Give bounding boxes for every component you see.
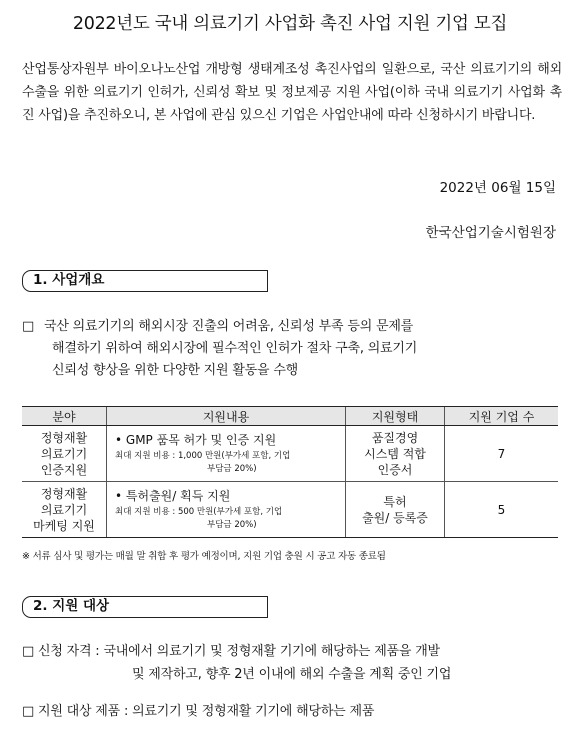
eligibility-line-1: 국내에서 의료기기 및 정형재활 기기에 해당하는 제품을 개발 xyxy=(103,644,440,659)
table-row xyxy=(22,426,558,482)
issuing-organization: 한국산업기술시험원장 xyxy=(425,225,556,241)
eligibility-label: □ 신청 자격 : xyxy=(22,644,100,659)
row-content: • 특허출원/ 획득 지원 최대 지원 비용 : 500 만원(부가세 포함, 기업 부담금 20%) xyxy=(107,482,346,538)
section-heading-eligibility: 2. 지원 대상 xyxy=(22,596,268,618)
row-type: 특허 출원/ 등록증 xyxy=(346,482,445,538)
row-field: 정형재활 의료기기 인증지원 xyxy=(22,426,107,482)
checkbox-bullet: □ xyxy=(22,319,35,334)
row-count: 7 xyxy=(445,426,559,482)
section-heading-overview: 1. 사업개요 xyxy=(22,270,268,292)
overview-line-2: 해결하기 위하여 해외시장에 필수적인 인허가 절차 구축, 의료기기 xyxy=(52,341,418,356)
header-content: 지원내용 xyxy=(107,407,346,426)
header-type: 지원형태 xyxy=(346,407,445,426)
footnote: ※ 서류 심사 및 평가는 매월 말 취합 후 평가 예정이며, 지원 기업 충원 시 공고 자동 종료됨 xyxy=(22,551,386,562)
eligibility-line-2: 및 제작하고, 향후 2년 이내에 해외 수출을 계획 중인 기업 xyxy=(132,667,452,682)
eligibility-paragraph xyxy=(22,640,560,686)
overview-line-1: 국산 의료기기의 해외시장 진출의 어려움, 신뢰성 부족 등의 문제를 xyxy=(44,319,414,334)
announcement-date: 2022년 06월 15일 xyxy=(439,180,556,196)
page-title: 2022년도 국내 의료기기 사업화 촉진 사업 지원 기업 모집 xyxy=(72,14,508,34)
overview-paragraph xyxy=(22,316,560,382)
row-content: • GMP 품목 허가 및 인증 지원 최대 지원 비용 : 1,000 만원(부가세 포함, 기업 부담금 20%) xyxy=(107,426,346,482)
row-count: 5 xyxy=(445,482,559,538)
header-count: 지원 기업 수 xyxy=(445,407,559,426)
row-field: 정형재활 의료기기 마케팅 지원 xyxy=(22,482,107,538)
table-row xyxy=(22,482,558,538)
row-type: 품질경영 시스템 적합 인증서 xyxy=(346,426,445,482)
target-products: □ 지원 대상 제품 : 의료기기 및 정형재활 기기에 해당하는 제품 xyxy=(22,704,375,719)
header-field: 분야 xyxy=(22,407,107,426)
support-table xyxy=(22,406,558,538)
overview-line-3: 신뢰성 향상을 위한 다양한 지원 활동을 수행 xyxy=(52,363,299,378)
intro-paragraph: 산업통상자원부 바이오나노산업 개방형 생태계조성 촉진사업의 일환으로, 국산 의료기기의 해외 수출을 위한 의료기기 인허가, 신뢰성 확보 및 정보제공 지원 사업(이하 국내 의료기기 사업화 촉진 사업)을 추진하오니, 본 사업에 관심 있으신 기업은 사업안내에 따라 신청하시기 바랍니다. xyxy=(22,62,562,123)
table-header-row xyxy=(22,407,558,426)
